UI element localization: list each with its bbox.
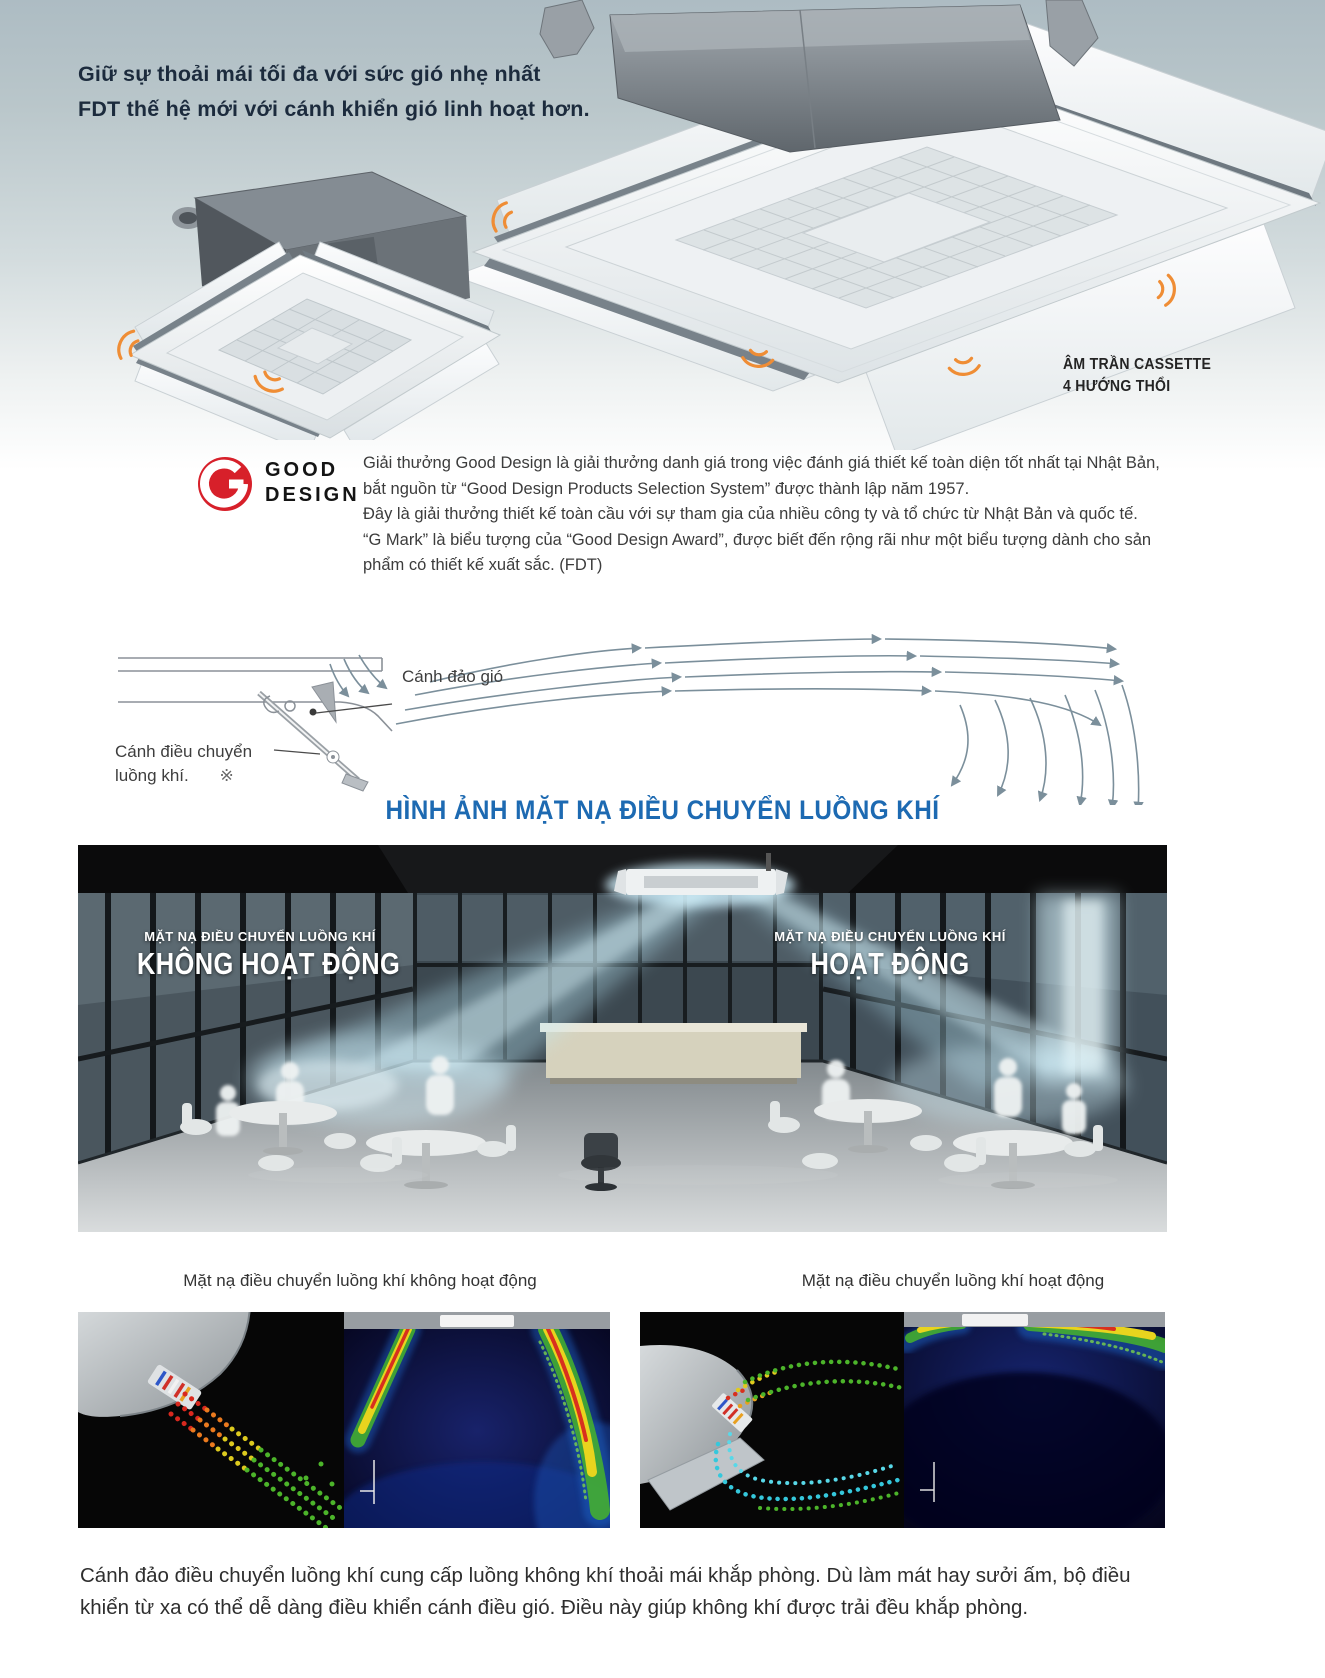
- motion-arc-icon: [1144, 270, 1183, 309]
- good-design-wordmark: [265, 458, 360, 508]
- room-photo: [78, 845, 1167, 1232]
- left-mode-badge: [110, 929, 410, 982]
- sim-particles-active-illustration: [640, 1312, 904, 1528]
- reference-mark: ※: [219, 766, 234, 785]
- small-cassette-illustration: [100, 160, 520, 440]
- product-type-label-line-1: ÂM TRẦN CASSETTE: [1063, 356, 1212, 373]
- left-mode-badge-subtitle: MẶT NẠ ĐIỀU CHUYỂN LUỒNG KHÍ: [144, 929, 376, 944]
- footer-paragraph-line-2: khiển từ xa có thể dễ dàng điều khiển cánh điều gió. Điều này giúp không khí được trải đều khắp phòng.: [80, 1596, 1029, 1619]
- sim-particles-inactive-illustration: [78, 1312, 344, 1528]
- section-heading: HÌNH ẢNH MẶT NẠ ĐIỀU CHUYỂN LUỒNG KHÍ: [385, 795, 940, 825]
- simulation-caption-left: Mặt nạ điều chuyển luồng khí không hoạt động: [183, 1271, 537, 1290]
- award-description: [363, 451, 1160, 579]
- award-description-line: phẩm có thiết kế xuất sắc. (FDT): [363, 556, 603, 574]
- motion-arc-icon: [738, 336, 777, 375]
- good-design-wordmark-line-1: GOOD: [265, 459, 339, 481]
- right-mode-badge-title: HOẠT ĐỘNG: [810, 946, 970, 981]
- product-type-label-line-2: 4 HƯỚNG THỔI: [1063, 378, 1171, 395]
- motion-arc-icon: [944, 344, 983, 383]
- right-mode-badge: [740, 929, 1040, 982]
- right-mode-badge-subtitle: MẶT NẠ ĐIỀU CHUYỂN LUỒNG KHÍ: [774, 929, 1006, 944]
- good-design-wordmark-line-2: DESIGN: [265, 484, 360, 506]
- award-description-line: bắt nguồn từ “Good Design Products Selection System” được thành lập năm 1957.: [363, 479, 970, 498]
- footer-paragraph: [80, 1560, 1131, 1624]
- left-mode-badge-title: KHÔNG HOẠT ĐỘNG: [137, 946, 401, 981]
- footer-paragraph-line-1: Cánh đảo điều chuyển luồng khí cung cấp luồng không khí thoải mái khắp phòng. Dù làm mát hay sưởi ấm, bộ điều: [80, 1564, 1131, 1587]
- award-description-line: Đây là giải thưởng thiết kế toàn cầu với sự tham gia của nhiều công ty và tổ chức từ Nhật Bản và quốc tế.: [363, 505, 1138, 523]
- deflector-label-line-1: Cánh điều chuyển: [115, 742, 253, 761]
- louver-label: Cánh đảo gió: [402, 667, 504, 686]
- deflector-label-line-2: luồng khí. ※: [115, 766, 234, 785]
- simulation-caption-right: Mặt nạ điều chuyển luồng khí hoạt động: [801, 1271, 1105, 1290]
- deflector-label: [115, 740, 252, 788]
- hero-heading-line-1: Giữ sự thoải mái tối đa với sức gió nhẹ nhất: [78, 62, 541, 86]
- sim-cfd-inactive-illustration: [344, 1312, 610, 1528]
- room-photo-illustration: [78, 845, 1167, 1232]
- good-design-logo-icon: [196, 455, 254, 513]
- product-type-label: [1063, 354, 1211, 398]
- award-description-line: Giải thưởng Good Design là giải thưởng danh giá trong việc đánh giá thiết kế toàn diện tốt nhất tại Nhật Bản,: [363, 454, 1160, 472]
- sim-cfd-active-illustration: [904, 1312, 1165, 1528]
- hero-heading-line-2: FDT thế hệ mới với cánh khiển gió linh hoạt hơn.: [78, 97, 590, 121]
- award-description-line: “G Mark” là biểu tượng của “Good Design Award”, được biết đến rộng rãi như một biểu tượng dành cho sản: [363, 530, 1152, 549]
